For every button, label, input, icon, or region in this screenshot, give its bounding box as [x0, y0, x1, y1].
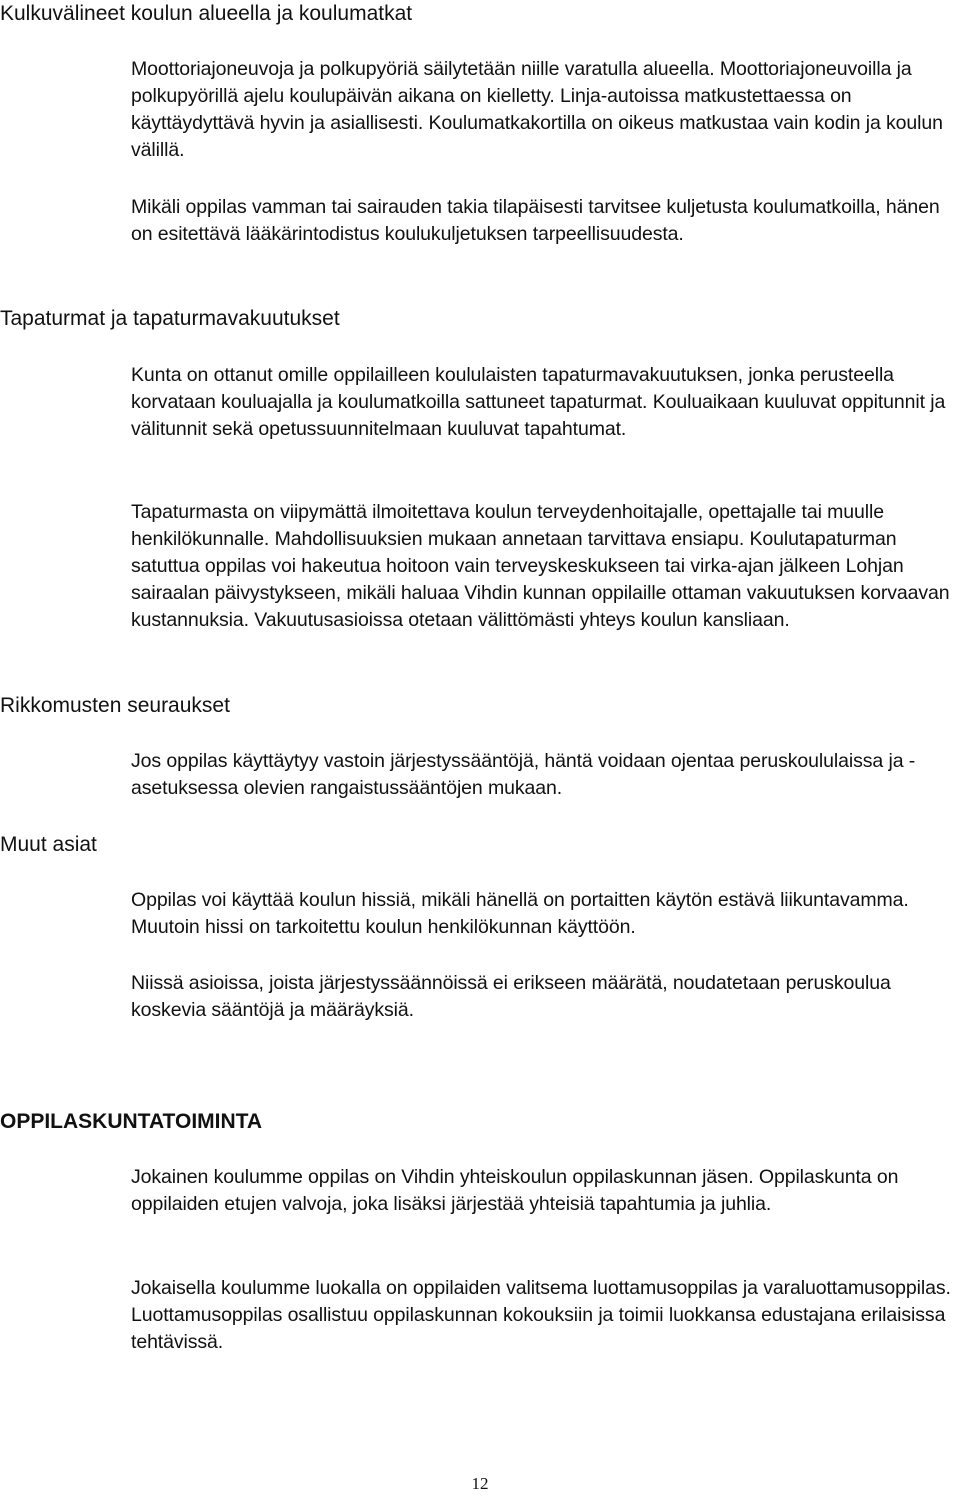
paragraph-other-rules: Niissä asioissa, joista järjestyssäännöissä ei erikseen määrätä, noudatetaan peruskoulua koskevia sääntöjä ja määräyksiä. [131, 972, 891, 1021]
section-heading-consequences: Rikkomusten seuraukset [0, 694, 230, 717]
paragraph-trust-students: Jokaisella koulumme luokalla on oppilaiden valitsema luottamusoppilas ja varaluottamusoppilas. Luottamusoppilas osallistuu oppilaskunnan kokouksiin ja toimii luokkansa edustajana erilaisissa tehtävissä. [131, 1277, 951, 1353]
paragraph-transport-medical: Mikäli oppilas vamman tai sairauden takia tilapäisesti tarvitsee kuljetusta koulumatkoilla, hänen on esitettävä lääkärintodistus koulukuljetuksen tarpeellisuudesta. [131, 196, 940, 245]
section-heading-transport: Kulkuvälineet koulun alueella ja koulumatkat [0, 2, 413, 25]
paragraph-student-council-membership: Jokainen koulumme oppilas on Vihdin yhteiskoulun oppilaskunnan jäsen. Oppilaskunta on oppilaiden etujen valvoja, joka lisäksi järjestää yhteisiä tapahtumia ja juhlia. [131, 1166, 899, 1215]
section-heading-other: Muut asiat [0, 833, 97, 856]
paragraph-accident-insurance: Kunta on ottanut omille oppilailleen koululaisten tapaturmavakuutuksen, jonka perusteella korvataan kouluajalla ja koulumatkoilla sattuneet tapaturmat. Kouluaikaan kuuluvat oppitunnit ja välitunnit sekä opetussuunnitelmaan kuuluvat tapahtumat. [131, 364, 946, 440]
page-number: 12 [471, 1474, 489, 1493]
paragraph-consequences: Jos oppilas käyttäytyy vastoin järjestyssääntöjä, häntä voidaan ojentaa peruskoululaissa ja -asetuksessa olevien rangaistussääntöjen mukaan. [131, 750, 916, 799]
paragraph-transport-rules: Moottoriajoneuvoja ja polkupyöriä säilytetään niille varatulla alueella. Moottoriajoneuvoilla ja polkupyörillä ajelu koulupäivän aikana on kielletty. Linja-autoissa matkustettaessa on käyttäydyttävä hyvin ja asiallisesti. Koulumatkakortilla on oikeus matkustaa vain kodin ja koulun välillä. [131, 58, 943, 161]
paragraph-elevator: Oppilas voi käyttää koulun hissiä, mikäli hänellä on portaitten käytön estävä liikuntavamma. Muutoin hissi on tarkoitettu koulun henkilökunnan käyttöön. [131, 889, 909, 938]
paragraph-accident-reporting: Tapaturmasta on viipymättä ilmoitettava koulun terveydenhoitajalle, opettajalle tai muulle henkilökunnalle. Mahdollisuuksien mukaan annetaan tarvittava ensiapu. Koulutapaturman satuttua oppilas voi hakeutua hoitoon vain terveyskeskukseen tai virka-ajan jälkeen Lohjan sairaalan päivystykseen, mikäli haluaa Vihdin kunnan oppilaille ottaman vakuutuksen korvaavan kustannuksia. Vakuutusasioissa otetaan välittömästi yhteys koulun kansliaan. [131, 501, 950, 631]
section-heading-student-council: OPPILASKUNTATOIMINTA [0, 1110, 263, 1133]
section-heading-accidents: Tapaturmat ja tapaturmavakuutukset [0, 307, 340, 330]
